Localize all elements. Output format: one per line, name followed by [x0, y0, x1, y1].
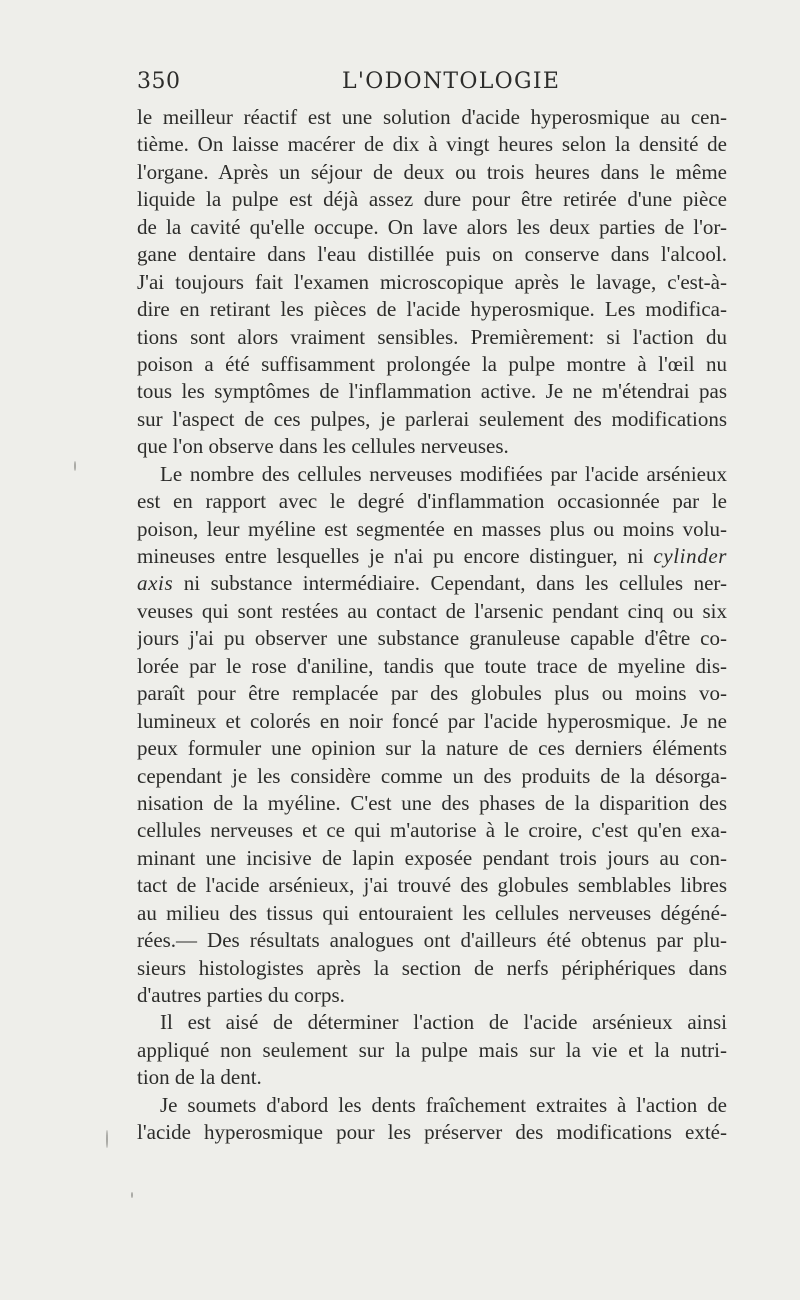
text-line: tion de la dent. — [137, 1065, 262, 1090]
text-line: lumineux et colorés en noir foncé par l'acide hyperosmique. Je ne — [137, 708, 727, 733]
paper-speck — [74, 461, 76, 471]
text-line: paraît pour être remplacée par des globules plus ou moins vo- — [137, 681, 727, 706]
text-line: de la cavité qu'elle occupe. On lave alors les deux parties de l'or- — [137, 214, 727, 239]
italic-term: cylinder — [653, 544, 727, 568]
text-line: J'ai toujours fait l'examen microscopique après le lavage, c'est-à- — [137, 269, 727, 294]
text-segment: mineuses entre lesquelles je n'ai pu encore distinguer, ni — [137, 544, 644, 568]
page-header — [137, 69, 727, 99]
text-line: le meilleur réactif est une solution d'acide hyperosmique au cen- — [137, 105, 727, 129]
text-line-with-italic-term — [137, 543, 727, 570]
text-line: cellules nerveuses et ce qui m'autorise à le croire, c'est qu'en exa- — [137, 818, 727, 843]
text-line: tions sont alors vraiment sensibles. Premièrement: si l'action du — [137, 324, 727, 349]
body-text — [137, 104, 727, 1147]
text-line: cependant je les considère comme un des produits de la désorga- — [137, 763, 727, 788]
running-title: L'ODONTOLOGIE — [342, 69, 561, 94]
text-line: minant une incisive de lapin exposée pendant trois jours au con- — [137, 845, 727, 870]
text-line: rées.— Des résultats analogues ont d'ailleurs été obtenus par plu- — [137, 928, 727, 953]
text-line: l'organe. Après un séjour de deux ou trois heures dans le même — [137, 159, 727, 184]
text-line: appliqué non seulement sur la pulpe mais sur la vie et la nutri- — [137, 1037, 727, 1062]
text-line: l'acide hyperosmique pour les préserver des modifications exté- — [137, 1120, 727, 1145]
italic-term: axis — [137, 571, 174, 596]
paragraph-start-line: Je soumets d'abord les dents fraîchement extraites à l'action de — [160, 1092, 727, 1117]
paragraph-start-line: Le nombre des cellules nerveuses modifiées par l'acide arsénieux — [160, 461, 727, 486]
text-segment: ni substance intermédiaire. Cependant, dans les cellules ner- — [183, 571, 727, 596]
text-line: d'autres parties du corps. — [137, 983, 345, 1007]
text-line: que l'on observe dans les cellules nerveuses. — [137, 434, 509, 459]
page-number: 350 — [137, 69, 181, 94]
paper-speck — [106, 1130, 108, 1148]
text-line: poison a été suffisamment prolongée la pulpe montre à l'œil nu — [137, 351, 727, 376]
text-line: lorée par le rose d'aniline, tandis que toute trace de myeline dis- — [137, 653, 727, 678]
text-line: gane dentaire dans l'eau distillée puis on conserve dans l'alcool. — [137, 242, 727, 267]
text-line: jours j'ai pu observer une substance granuleuse capable d'être co- — [137, 626, 727, 651]
text-line: tous les symptômes de l'inflammation active. Je ne m'étendrai pas — [137, 379, 727, 404]
text-line: liquide la pulpe est déjà assez dure pour être retirée d'une pièce — [137, 187, 727, 212]
text-line: au milieu des tissus qui entouraient les cellules nerveuses dégéné- — [137, 900, 727, 925]
text-line-with-italic-term — [137, 570, 727, 597]
paper-speck — [131, 1192, 133, 1198]
text-line: veuses qui sont restées au contact de l'arsenic pendant cinq ou six — [137, 598, 727, 623]
text-line: sieurs histologistes après la section de nerfs périphériques dans — [137, 955, 727, 980]
text-line: peux formuler une opinion sur la nature de ces derniers éléments — [137, 736, 727, 761]
text-line: poison, leur myéline est segmentée en masses plus ou moins volu- — [137, 516, 727, 541]
text-line: tact de l'acide arsénieux, j'ai trouvé des globules semblables libres — [137, 873, 727, 898]
text-line: sur l'aspect de ces pulpes, je parlerai seulement des modifications — [137, 406, 727, 431]
text-line: nisation de la myéline. C'est une des phases de la disparition des — [137, 790, 727, 815]
text-line: dire en retirant les pièces de l'acide hyperosmique. Les modifica- — [137, 297, 727, 322]
paragraph-start-line: Il est aisé de déterminer l'action de l'acide arsénieux ainsi — [160, 1010, 727, 1035]
text-line: est en rapport avec le degré d'inflammation occasionnée par le — [137, 489, 727, 514]
text-line: tième. On laisse macérer de dix à vingt heures selon la densité de — [137, 132, 727, 157]
